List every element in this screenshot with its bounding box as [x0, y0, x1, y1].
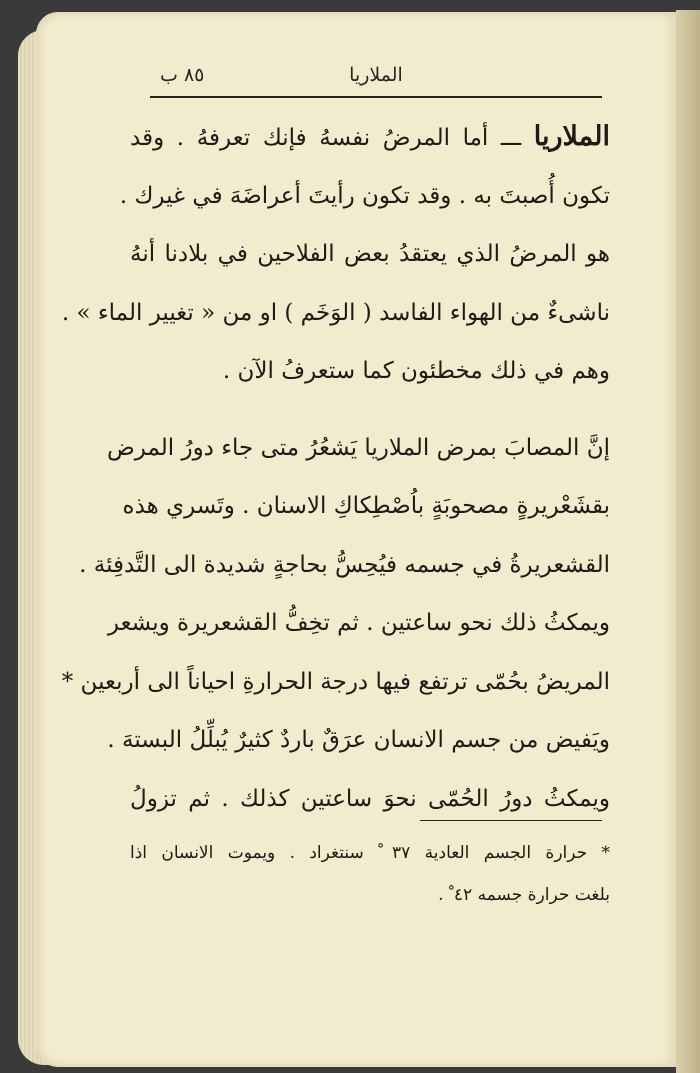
text-line: إنَّ المصابَ بمرض الملاريا يَشعُرُ متى جاء دورُ المرض: [106, 434, 610, 461]
body-text: [61, 108, 610, 828]
text-line: المريضُ بحُمّى ترتفع فيها درجة الحرارةِ احياناً الى أربعين *: [61, 668, 610, 695]
text-line: [130, 108, 610, 167]
footnote: [130, 832, 610, 916]
text-line: تكون أُصبتَ به . وقد تكون رأيتَ أعراضَهَ في غيرك .: [119, 182, 610, 209]
text-line: ويمكثُ دورُ الحُمّى نحوَ ساعتين كذلك . ثم تزولُ: [130, 785, 610, 812]
text-line: وهم في ذلك مخطئون كما ستعرفُ الآن .: [222, 358, 610, 384]
footnote-rule: [420, 820, 602, 821]
page-header: [150, 60, 602, 98]
running-title: الملاريا: [349, 64, 403, 86]
footnote-line: بلغت حرارة جسمه ٤٢ ْ .: [438, 885, 610, 905]
text-line: ويمكثُ ذلك نحو ساعتين . ثم تخِفُّ القشعريرة ويشعر: [107, 610, 610, 636]
text-line: القشعريرةُ في جسمه فيُحِسُّ بحاجةٍ شديدة الى التَّدفِئة .: [79, 551, 610, 578]
lead-word: الملاريا: [533, 121, 610, 152]
paragraph-gap: [130, 401, 610, 419]
footnote-line: * حرارة الجسم العادية ٣٧ ْ سنتغراد . ويموت الانسان اذا: [130, 843, 610, 863]
book-gutter: [676, 10, 700, 1073]
page-number: ٨٥ ب: [160, 64, 205, 86]
text-line: هو المرضُ الذي يعتقدُ بعض الفلاحين في بلادنا أنهُ: [130, 241, 610, 267]
text-line: ويَفيض من جسم الانسان عرَقٌ باردٌ كثيرٌ يُبلِّلُ البستهَ .: [107, 727, 610, 753]
text-line: ناشىءٌ من الهواء الفاسد ( الوَخَم ) او من « تغيير الماء » .: [61, 299, 610, 326]
text-line: بقشَعْريرةٍ مصحوبَةٍ باُصْطِكاكِ الاسنان . وتَسري هذه: [122, 493, 610, 519]
text-line-content: ـــ أما المرضُ نفسهُ فإنك تعرفهُ . وقد: [130, 125, 522, 151]
